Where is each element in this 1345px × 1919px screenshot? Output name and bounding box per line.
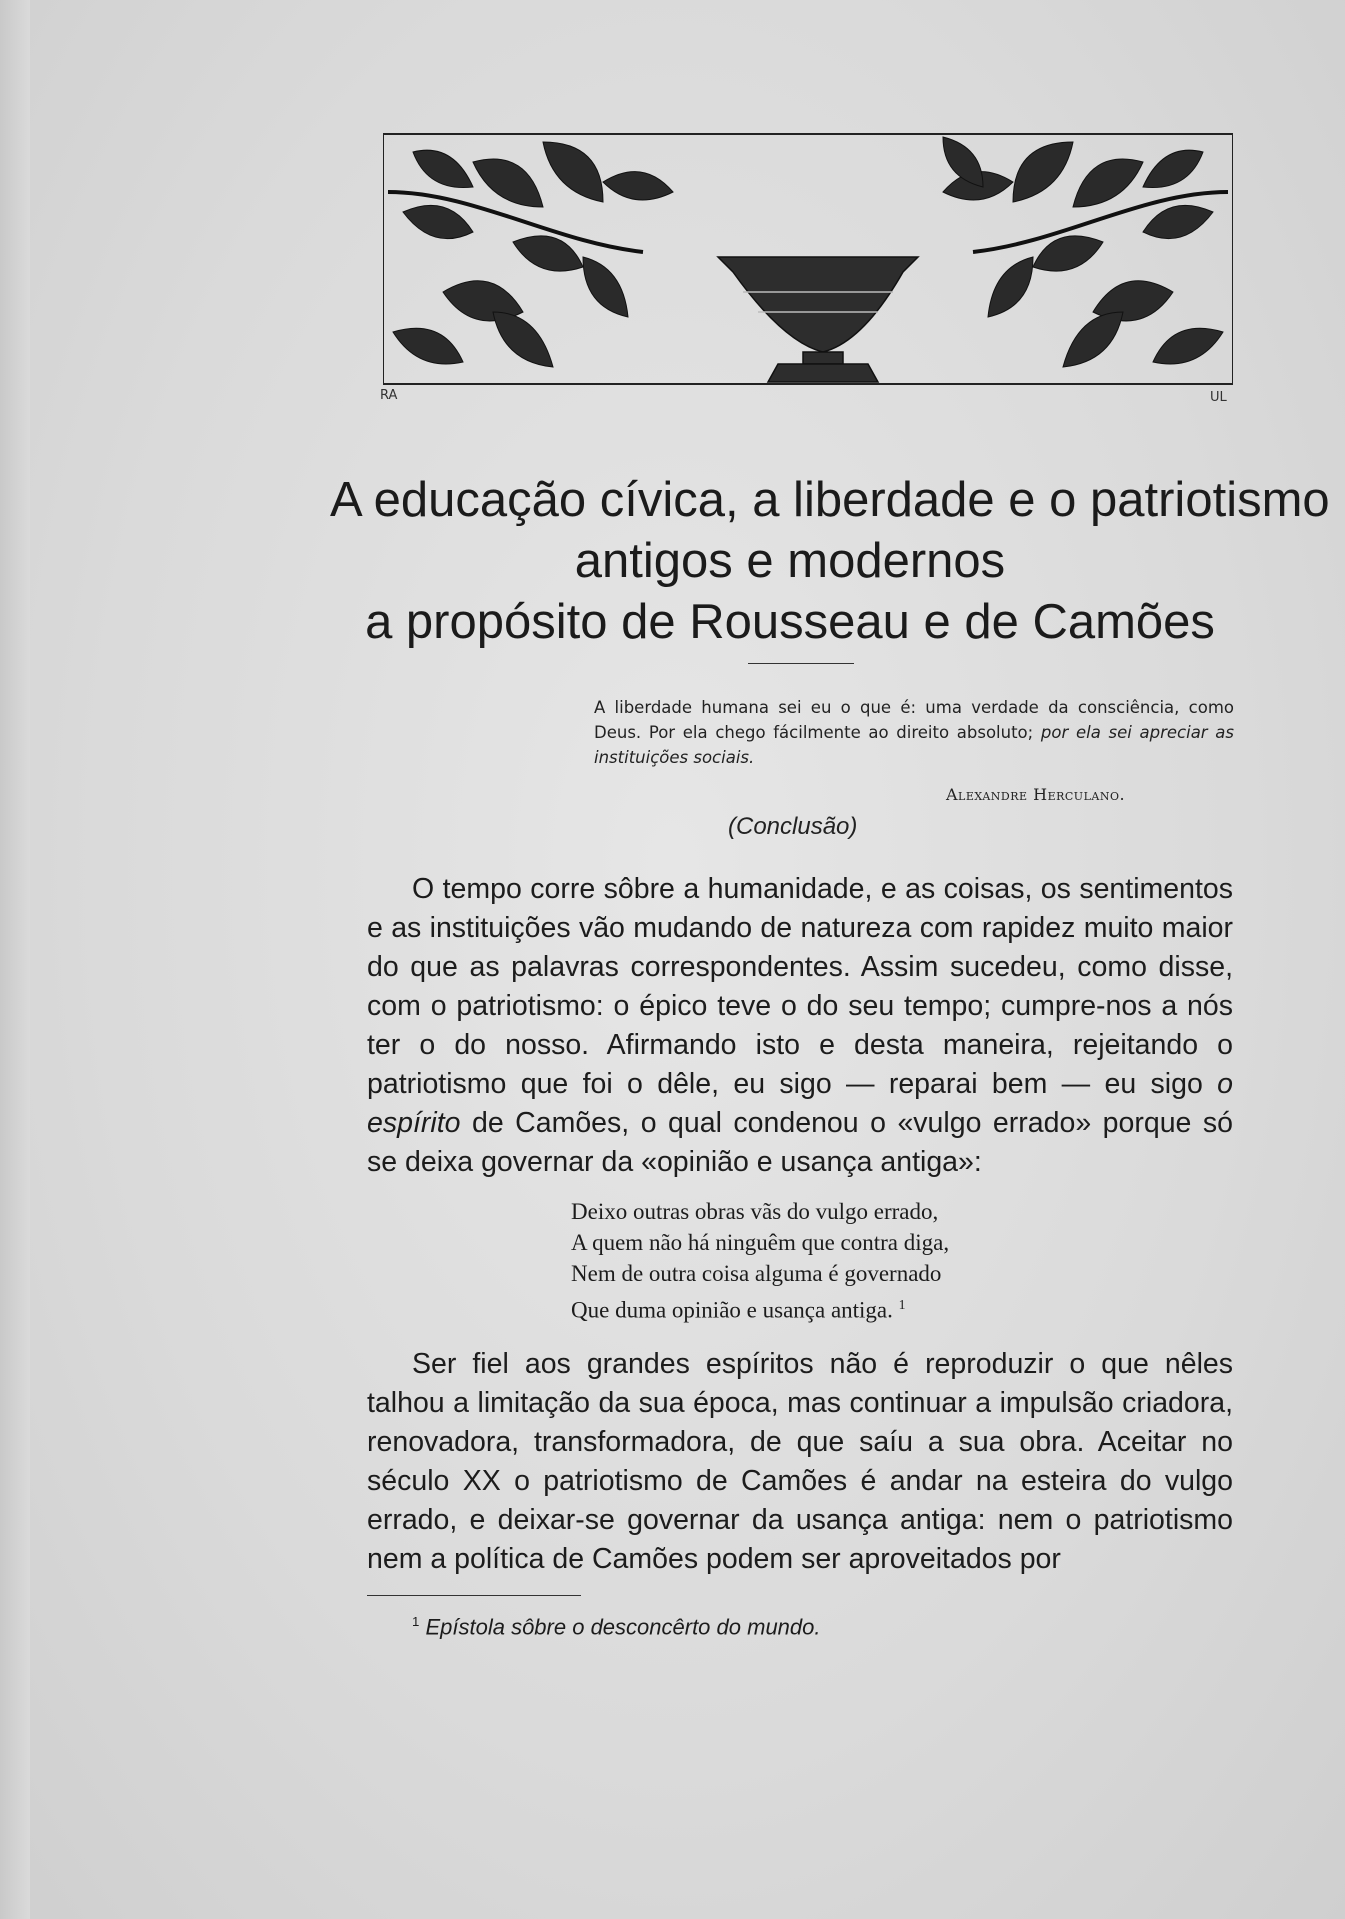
paragraph-2-roman-numeral: XX: [462, 1465, 501, 1497]
title-line-1: A educação cívica, a liberdade e o patriotismo: [330, 473, 1330, 527]
monogram-left: RA: [380, 388, 398, 403]
epigraph-italic-text: por ela sei apreciar as instituições sociais.: [594, 723, 1234, 767]
paragraph-1-text-a: O tempo corre sôbre a humanidade, e as coisas, os sentimentos e as instituições vão mudando de natureza com rapidez muito maior do que as palavras correspondentes. Assim sucedeu, como disse, com o patriotismo: o épico teve o do seu tempo; cumpre-nos a nós ter o do nosso. Afirmando isto e desta maneira, rejeitando o patriotismo que foi o dêle, eu sigo — reparai bem — eu sigo: [367, 873, 1233, 1100]
footnote-reference[interactable]: 1: [898, 1297, 906, 1312]
epigraph-text: A liberdade humana sei eu o que é: uma verdade da consciência, como Deus. Por ela chego fácilmente ao direito absoluto;: [594, 698, 1234, 742]
verse-line-1: Deixo outras obras vãs do vulgo errado,: [571, 1199, 939, 1224]
verse-line-3: Nem de outra coisa alguma é governado: [571, 1261, 942, 1286]
paragraph-2-text-a: Ser fiel aos grandes espíritos não é reproduzir o que nêles talhou a limitação da sua época, mas continuar a impulsão criadora, renovadora, transformadora, de que saíu a sua obra. Aceitar no século: [367, 1348, 1233, 1497]
paragraph-1-text-b: de Camões, o qual condenou o «vulgo errado» porque só se deixa governar da «opinião e usança antiga»:: [367, 1107, 1233, 1178]
title-line-2: antigos e modernos: [574, 534, 1006, 588]
verse-line-4: Que duma opinião e usança antiga.: [571, 1297, 893, 1323]
paragraph-2-text-b: o patriotismo de Camões é andar na esteira do vulgo errado, e deixar-se governar da usança antiga: nem o patriotismo nem a política de Camões podem ser aproveitados por: [367, 1465, 1234, 1575]
bowl-icon: [718, 257, 918, 382]
verse-line-2: A quem não há ninguêm que contra diga,: [571, 1230, 950, 1255]
epigraph-author: Alexandre Herculano.: [946, 785, 1126, 804]
page-edge: [0, 0, 30, 1919]
epigraph: [594, 695, 1234, 770]
monogram-right: UL: [1210, 390, 1227, 405]
footnote-text: Epístola sôbre o desconcêrto do mundo.: [425, 1614, 821, 1640]
verse-line-4-wrap: [571, 1289, 949, 1326]
paragraph-2: [367, 1345, 1233, 1579]
footnote-divider: [367, 1595, 581, 1596]
footnote: [412, 1614, 821, 1640]
footnote-number: 1: [412, 1614, 420, 1629]
headpiece-ornament: [383, 132, 1233, 387]
verse-quote: [571, 1196, 949, 1326]
title-line-3: a propósito de Rousseau e de Camões: [365, 595, 1215, 649]
laurel-left-icon: [388, 142, 673, 367]
paragraph-1-italic: o espírito: [367, 1068, 1234, 1139]
title-divider: [748, 663, 854, 664]
section-note: (Conclusão): [728, 813, 858, 840]
laurel-right-icon: [943, 137, 1228, 367]
paragraph-1: [367, 870, 1233, 1182]
article-title: [330, 470, 1330, 653]
